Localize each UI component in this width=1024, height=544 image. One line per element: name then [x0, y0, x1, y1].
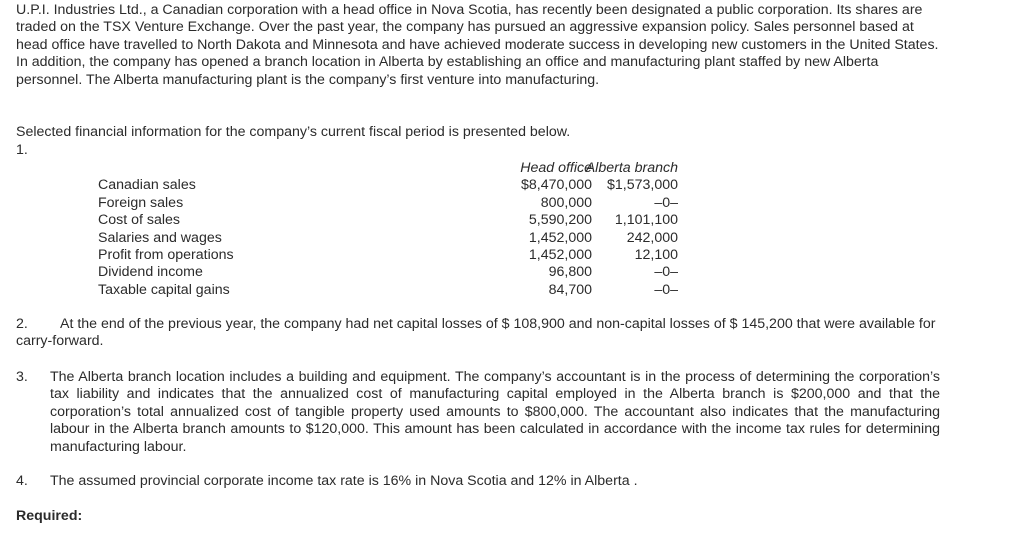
required-heading: Required: [16, 508, 83, 524]
table-row [98, 264, 698, 281]
row-label: Foreign sales [98, 194, 184, 211]
selected-info-text: Selected financial information for the company’s current fiscal period is presented below. [16, 124, 571, 140]
head-office-value: $8,470,000 [520, 177, 592, 194]
head-office-value: 1,452,000 [528, 229, 592, 246]
row-label: Taxable capital gains [98, 281, 230, 298]
alberta-branch-value: $1,573,000 [606, 177, 678, 194]
head-office-value: 5,590,200 [528, 212, 592, 229]
item-1-number: 1. [16, 142, 28, 158]
problem-document [16, 2, 940, 524]
alberta-branch-value: –0– [654, 281, 678, 298]
table-header-row [98, 160, 698, 177]
row-label: Dividend income [98, 264, 203, 281]
alberta-branch-value: –0– [654, 194, 678, 211]
table-row [98, 212, 698, 229]
item-2 [16, 316, 940, 351]
header-head-office: Head office [520, 160, 592, 176]
head-office-value: 96,800 [548, 264, 592, 281]
row-label: Salaries and wages [98, 229, 222, 246]
row-label: Cost of sales [98, 212, 181, 229]
row-label: Profit from operations [98, 246, 234, 263]
intro-paragraph: U.P.I. Industries Ltd., a Canadian corporation with a head office in Nova Scotia, has recently been designated a public corporation. Its shares are traded on the TSX Venture Exchange. Over the past year, the company has pursued an aggressive expansion policy. Sales personnel based at head office have travelled to North Dakota and Minnesota and have achieved moderate success in developing new customers in the United States. In addition, the company has opened a branch location in Alberta by establishing an office and manufacturing plant staffed by new Alberta personnel. The Alberta manufacturing plant is the company’s first venture into manufacturing. [16, 2, 939, 88]
item-3 [16, 369, 940, 456]
table-row [98, 247, 698, 264]
row-label: Canadian sales [98, 177, 196, 194]
head-office-value: 84,700 [548, 281, 592, 298]
head-office-value: 1,452,000 [528, 246, 592, 263]
table-row [98, 230, 698, 247]
table-row [98, 195, 698, 212]
item-4 [16, 473, 638, 490]
alberta-branch-value: 1,101,100 [614, 212, 678, 229]
item-3-text: The Alberta branch location includes a building and equipment. The company’s accountant is in the process of determining the corporation’s tax liability and indicates that the annualized cost of manufacturing capital employed in the Alberta branch is $200,000 and that the corporation’s total annualized cost of tangible property used amounts to $800,000. The accountant also indicates that the manufacturing labour in the Alberta branch amounts to $120,000. This amount has been calculated in accordance with the income tax rules for determining manufacturing labour. [50, 369, 940, 455]
alberta-branch-value: –0– [654, 264, 678, 281]
head-office-value: 800,000 [540, 194, 592, 211]
header-alberta-branch: Alberta branch [585, 160, 678, 176]
item-2-text: At the end of the previous year, the company had net capital losses of $ 108,900 and non-capital losses of $ 145,200 that were available for carry-forward. [16, 316, 936, 350]
financial-table [98, 160, 698, 299]
alberta-branch-value: 12,100 [634, 246, 678, 263]
item-4-text: The assumed provincial corporate income tax rate is 16% in Nova Scotia and 12% in Alberta . [50, 473, 638, 489]
item-3-number: 3. [16, 369, 28, 385]
table-row [98, 282, 698, 299]
item-4-number: 4. [16, 473, 28, 489]
table-row [98, 177, 698, 194]
item-2-number: 2. [16, 316, 28, 332]
alberta-branch-value: 242,000 [626, 229, 678, 246]
